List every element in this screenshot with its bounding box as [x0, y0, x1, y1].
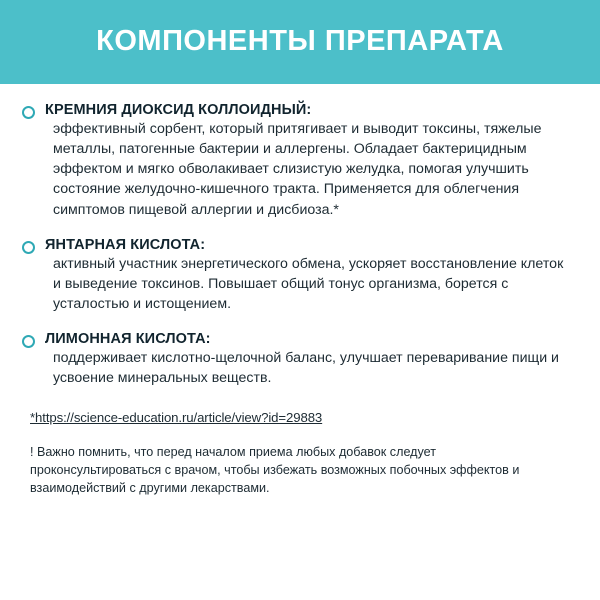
list-item-body — [45, 102, 574, 220]
component-description: поддерживает кислотно-щелочной баланс, улучшает переваривание пищи и усвоение минеральных веществ. — [53, 350, 559, 387]
list-item — [22, 102, 574, 220]
component-title: ЛИМОННАЯ КИСЛОТА: — [45, 331, 211, 348]
component-description: активный участник энергетического обмена, ускоряет восстановление клеток и выведение токсинов. Повышает общий тонус организма, борется с усталостью и истощением. — [53, 255, 564, 313]
disclaimer-text: ! Важно помнить, что перед началом приема любых добавок следует проконсультироваться с врачом, чтобы избежать возможных побочных эффектов и взаимодействий с другими лекарствами. — [30, 444, 520, 496]
circle-bullet-icon — [22, 241, 35, 254]
circle-bullet-icon — [22, 335, 35, 348]
page-title: КОМПОНЕНТЫ ПРЕПАРАТА — [96, 25, 504, 58]
list-item-body — [45, 331, 574, 388]
component-title: ЯНТАРНАЯ КИСЛОТА: — [45, 236, 206, 253]
header-banner — [0, 0, 600, 84]
component-title: КРЕМНИЯ ДИОКСИД КОЛЛОИДНЫЙ: — [45, 102, 312, 118]
source-link[interactable]: *https://science-education.ru/article/view?id=29883 — [30, 409, 323, 425]
list-item-body — [45, 237, 574, 314]
circle-bullet-icon — [22, 106, 35, 119]
list-item — [22, 331, 574, 388]
component-description: эффективный сорбент, который притягивает и выводит токсины, тяжелые металлы, патогенные бактерии и аллергены. Обладает бактерицидным эффектом и мягко обволакивает слизистую желудка, помогая улучшить состояние желудочно-кишечного тракта. Применяется для облегчения симптомов пищевой аллергии и дисбиоза.* — [53, 121, 542, 218]
components-list — [0, 84, 600, 497]
list-item — [22, 237, 574, 314]
